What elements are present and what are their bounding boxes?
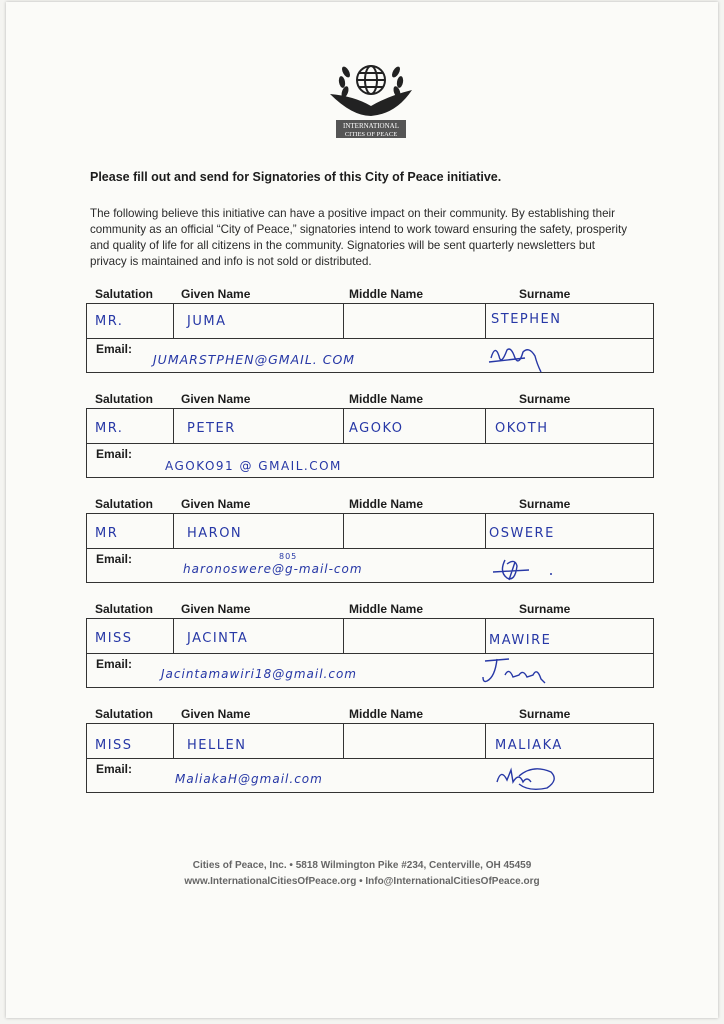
email-label: Email: [96,342,133,356]
signatory-entry [86,287,654,381]
salutation-field[interactable]: MISS [95,631,133,646]
salutation-label: Salutation [95,707,154,721]
middle-name-label: Middle Name [349,287,424,301]
email-field[interactable]: haronoswere@g-mail-com [183,562,363,576]
email-field[interactable]: Jacintamawiri18@gmail.com [161,667,357,681]
form-heading: Please fill out and send for Signatories of this City of Peace initiative. [90,170,502,184]
entry-grid [86,618,654,688]
salutation-label: Salutation [95,497,154,511]
signatory-entry [86,392,654,486]
salutation-field[interactable]: MR [95,526,119,541]
logo-text-line2: CITIES OF PEACE [344,131,398,138]
email-label: Email: [96,657,133,671]
email-field[interactable]: JUMARSTPHEN@GMAIL. COM [153,352,356,367]
surname-label: Surname [519,707,571,721]
salutation-field[interactable]: MR. [95,421,124,436]
given-name-field[interactable]: JACINTA [187,631,249,646]
salutation-label: Salutation [95,602,154,616]
surname-field[interactable]: MALIAKA [495,738,563,753]
middle-name-label: Middle Name [349,602,424,616]
email-label: Email: [96,447,133,461]
signature [485,552,565,584]
salutation-field[interactable]: MISS [95,738,133,753]
salutation-label: Salutation [95,287,154,301]
surname-field[interactable]: MAWIRE [489,633,552,648]
entry-grid [86,513,654,583]
surname-field[interactable]: OSWERE [489,526,555,541]
middle-name-label: Middle Name [349,392,424,406]
middle-name-field[interactable]: AGOKO [349,421,404,436]
cities-of-peace-logo [324,50,418,142]
surname-field[interactable]: OKOTH [495,421,549,436]
email-label: Email: [96,762,133,776]
given-name-field[interactable]: PETER [187,421,236,436]
signature [479,655,563,689]
email-annotation: 805 [279,552,298,561]
given-name-label: Given Name [181,392,251,406]
logo-text-line1: INTERNATIONAL [343,122,399,130]
entry-grid [86,723,654,793]
given-name-label: Given Name [181,287,251,301]
given-name-label: Given Name [181,707,251,721]
middle-name-label: Middle Name [349,497,424,511]
entry-grid [86,408,654,478]
email-field[interactable]: AGOKO91 @ GMAIL.COM [165,459,342,473]
intro-paragraph: The following believe this initiative can have a positive impact on their community. By establishing their community as an official “City of Peace,” signatories intend to work toward ensuring the safety, prosperity and quality of life for all citizens in the community. Signatories will be sent quarterly newsletters but privacy is maintained and info is not sold or distributed. [90,207,627,268]
form-page [6,2,718,1018]
surname-label: Surname [519,497,571,511]
middle-name-label: Middle Name [349,707,424,721]
footer-contact: www.InternationalCitiesOfPeace.org • Info@InternationalCitiesOfPeace.org [184,876,540,887]
surname-label: Surname [519,602,571,616]
signatory-entry [86,497,654,591]
footer-address: Cities of Peace, Inc. • 5818 Wilmington Pike #234, Centerville, OH 45459 [192,860,532,871]
given-name-label: Given Name [181,602,251,616]
salutation-field[interactable]: MR. [95,314,124,329]
given-name-label: Given Name [181,497,251,511]
signature [489,762,569,792]
signatory-entry [86,707,654,801]
given-name-field[interactable]: JUMA [187,314,227,329]
surname-field[interactable]: STEPHEN [491,312,562,327]
entry-grid [86,303,654,373]
given-name-field[interactable]: HELLEN [187,738,247,753]
email-field[interactable]: MaliakaH@gmail.com [175,772,323,786]
signature [485,342,549,376]
given-name-field[interactable]: HARON [187,526,243,541]
email-label: Email: [96,552,133,566]
signatory-entry [86,602,654,696]
salutation-label: Salutation [95,392,154,406]
surname-label: Surname [519,287,571,301]
surname-label: Surname [519,392,571,406]
